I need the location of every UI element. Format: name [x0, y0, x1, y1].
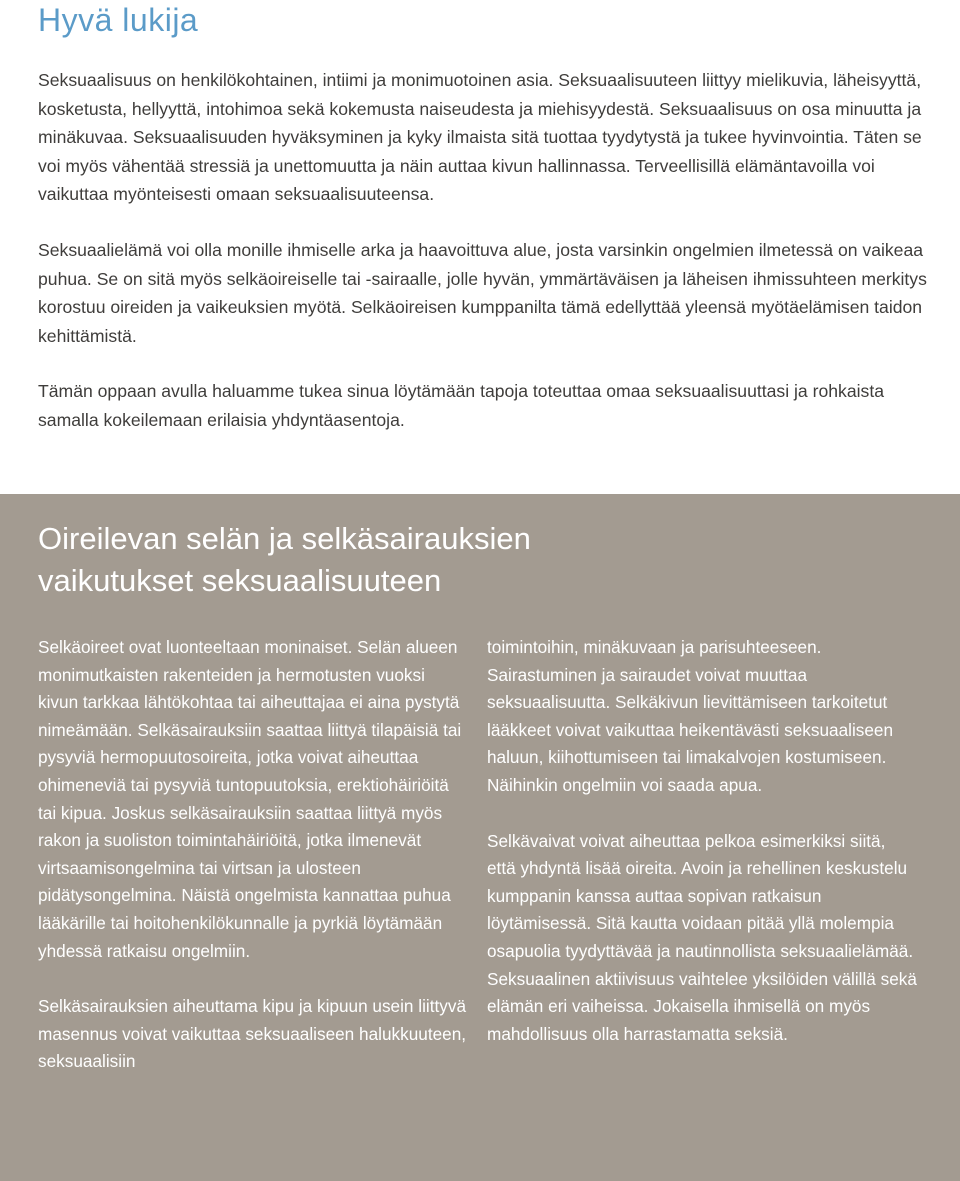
- section-heading-line: Oireilevan selän ja selkäsairauksien: [38, 521, 531, 556]
- section-heading-line: vaikutukset seksuaalisuuteen: [38, 563, 442, 598]
- intro-paragraph: Tämän oppaan avulla haluamme tukea sinua löytämään tapoja toteuttaa omaa seksuaalisuuttasi ja rohkaista samalla kokeilemaan erilaisia yhdyntäasentoja.: [38, 381, 884, 430]
- left-column: [38, 634, 468, 1104]
- intro-paragraph: Seksuaalisuus on henkilökohtainen, intiimi ja monimuotoinen asia. Seksuaalisuuteen liittyy mielikuvia, läheisyyttä, kosketusta, hellyyttä, intohimoa sekä kokemusta naiseudesta ja miehisyydestä. Seksuaalisuus on osa minuutta ja minäkuvaa. Seksuaalisuuden hyväksyminen ja kyky ilmaista sitä tuottaa tyydytystä ja tukee hyvinvointia. Täten se voi myös vähentää stressiä ja unettomuutta ja näin auttaa kivun hallinnassa. Terveellisillä elämäntavoilla voi vaikuttaa myönteisesti omaan seksuaalisuuteensa.: [38, 70, 922, 205]
- column-paragraph: Selkäsairauksien aiheuttama kipu ja kipuun usein liittyvä masennus voivat vaikuttaa seksuaaliseen halukkuuteen, seksuaalisiin: [38, 996, 467, 1072]
- intro-text: [38, 66, 928, 435]
- right-column: [487, 634, 917, 1076]
- section-panel: [0, 494, 960, 1181]
- page-title: Hyvä lukija: [38, 2, 199, 38]
- intro-paragraph: Seksuaalielämä voi olla monille ihmiselle arka ja haavoittuva alue, josta varsinkin ongelmien ilmetessä on vaikeaa puhua. Se on sitä myös selkäoireiselle tai -sairaalle, jolle hyvän, ymmärtäväisen ja läheisen ihmissuhteen merkitys korostuu oireiden ja vaikeuksien myötä. Selkäoireisen kumppanilta tämä edellyttää yleensä myötäelämisen taidon kehittämistä.: [38, 239, 927, 346]
- column-paragraph: toimintoihin, minäkuvaan ja parisuhteeseen. Sairastuminen ja sairaudet voivat muuttaa seksuaalisuutta. Selkäkivun lievittämiseen tarkoitetut lääkkeet voivat vaikuttaa heikentävästi seksuaaliseen haluun, kiihottumiseen tai limakalvojen kostumiseen. Näihinkin ongelmiin voi saada apua.: [487, 637, 894, 795]
- column-paragraph: Selkävaivat voivat aiheuttaa pelkoa esimerkiksi siitä, että yhdyntä lisää oireita. Avoin ja rehellinen keskustelu kumppanin kanssa auttaa sopivan ratkaisun löytämisessä. Sitä kautta voidaan pitää yllä molempia osapuolia tyydyttävää ja nautinnollista seksuaalielämää. Seksuaalinen aktiivisuus vaihtelee yksilöiden välillä sekä elämän eri vaiheissa. Jokaisella ihmisellä on myös mahdollisuus olla harrastamatta seksiä.: [487, 830, 917, 1044]
- column-paragraph: Selkäoireet ovat luonteeltaan moninaiset. Selän alueen monimutkaisten rakenteiden ja hermotusten vuoksi kivun tarkkaa lähtökohtaa tai aiheuttajaa ei aina pystytä nimeämään. Selkäsairauksiin saattaa liittyä tilapäisiä tai pysyviä hermopuutosoireita, jotka voivat aiheuttaa ohimeneviä tai pysyviä tuntopuutoksia, erektiohäiriöitä tai kipua. Joskus selkäsairauksiin saattaa liittyä myös rakon ja suoliston toimintahäiriöitä, jotka ilmenevät virtsaamisongelmina tai virtsan ja ulosteen pidätysongelmina. Näistä ongelmista kannattaa puhua lääkärille tai hoitohenkilökunnalle ja pyrkiä löytämään yhdessä ratkaisu ongelmiin.: [38, 637, 462, 961]
- section-heading: [38, 518, 738, 602]
